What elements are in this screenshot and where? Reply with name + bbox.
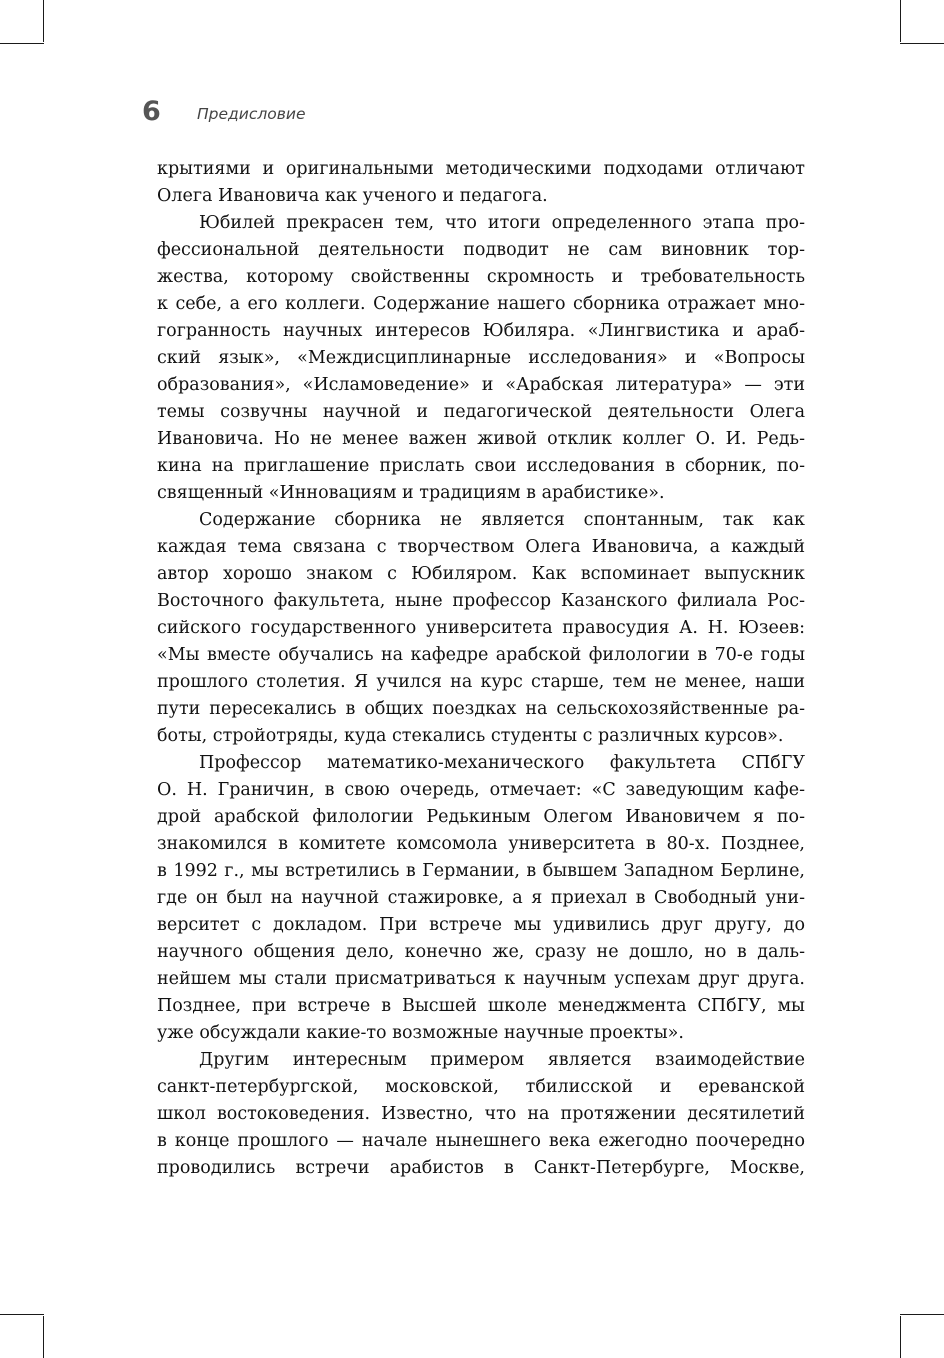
text-line: фессиональной деятельности подводит не сам виновник тор-	[157, 240, 805, 260]
page-number: 6	[142, 96, 161, 127]
text-line: Ивановича. Но не менее важен живой отклик коллег О. И. Редь-	[157, 429, 805, 449]
crop-mark-top-right	[900, 43, 944, 44]
text-line: санкт-петербургской, московской, тбилисской и ереванской	[157, 1077, 805, 1097]
text-line: верситет с докладом. При встрече мы удивились друг другу, до	[157, 915, 805, 935]
paragraph	[157, 156, 805, 210]
text-line: проводились встречи арабистов в Санкт-Петербурге, Москве,	[157, 1158, 805, 1178]
text-line: автор хорошо знаком с Юбиляром. Как вспоминает выпускник	[157, 564, 805, 584]
text-line: священный «Инновациям и традициям в арабистике».	[157, 483, 665, 503]
text-line: к себе, а его коллеги. Содержание нашего сборника отражает мно-	[157, 294, 805, 314]
text-line: школ востоковедения. Известно, что на протяжении десятилетий	[157, 1104, 805, 1124]
text-line: в конце прошлого — начале нынешнего века ежегодно поочередно	[157, 1131, 805, 1151]
text-line: сийского государственного университета правосудия А. Н. Юзеев:	[157, 618, 805, 638]
crop-mark-bottom-left	[43, 1316, 44, 1358]
text-line: прошлого столетия. Я учился на курс старше, тем не менее, наши	[157, 672, 805, 692]
text-line: образования», «Исламоведение» и «Арабская литература» — эти	[157, 375, 805, 395]
text-line: Юбилей прекрасен тем, что итоги определенного этапа про-	[199, 213, 805, 233]
text-line: Содержание сборника не является спонтанным, так как	[199, 510, 805, 530]
crop-mark-bottom-left	[0, 1314, 44, 1315]
paragraph	[157, 750, 805, 1047]
text-line: крытиями и оригинальными методическими подходами отличают	[157, 159, 805, 179]
text-line: где он был на научной стажировке, а я приехал в Свободный уни-	[157, 888, 805, 908]
text-line: знакомился в комитете комсомола университета в 80-х. Позднее,	[157, 834, 805, 854]
crop-mark-bottom-right	[900, 1316, 901, 1358]
paragraph	[157, 1047, 805, 1182]
text-line: Восточного факультета, ныне профессор Казанского филиала Рос-	[157, 591, 805, 611]
text-line: Профессор математико-механического факультета СПбГУ	[199, 753, 805, 773]
crop-mark-top-right	[900, 0, 901, 42]
crop-mark-top-left	[43, 0, 44, 42]
text-line: каждая тема связана с творчеством Олега Ивановича, а каждый	[157, 537, 805, 557]
text-line: О. Н. Граничин, в свою очередь, отмечает: «С заведующим кафе-	[157, 780, 805, 800]
text-line: жества, которому свойственны скромность и требовательность	[157, 267, 805, 287]
paragraph	[157, 210, 805, 507]
text-line: гогранность научных интересов Юбиляра. «Лингвистика и араб-	[157, 321, 805, 341]
text-line: «Мы вместе обучались на кафедре арабской филологии в 70-е годы	[157, 645, 805, 665]
text-line: темы созвучны научной и педагогической деятельности Олега	[157, 402, 805, 422]
text-line: нейшем мы стали присматриваться к научным успехам друг друга.	[157, 969, 805, 989]
text-line: научного общения дело, конечно же, сразу не дошло, но в даль-	[157, 942, 805, 962]
text-line: пути пересекались в общих поездках на сельскохозяйственные ра-	[157, 699, 805, 719]
running-head: Предисловие	[197, 105, 306, 123]
text-line: Позднее, при встрече в Высшей школе менеджмента СПбГУ, мы	[157, 996, 805, 1016]
text-line: уже обсуждали какие-то возможные научные проекты».	[157, 1023, 684, 1043]
crop-mark-top-left	[0, 43, 44, 44]
text-line: кина на приглашение прислать свои исследования в сборник, по-	[157, 456, 805, 476]
text-line: дрой арабской филологии Редькиным Олегом Ивановичем я по-	[157, 807, 805, 827]
body-text	[157, 156, 805, 1182]
text-line: Олега Ивановича как ученого и педагога.	[157, 186, 548, 206]
text-line: в 1992 г., мы встретились в Германии, в бывшем Западном Берлине,	[157, 861, 805, 881]
text-line: Другим интересным примером является взаимодействие	[199, 1050, 805, 1070]
paragraph	[157, 507, 805, 750]
text-line: боты, стройотряды, куда стекались студенты с различных курсов».	[157, 726, 784, 746]
crop-mark-bottom-right	[900, 1314, 944, 1315]
text-line: ский язык», «Междисциплинарные исследования» и «Вопросы	[157, 348, 805, 368]
